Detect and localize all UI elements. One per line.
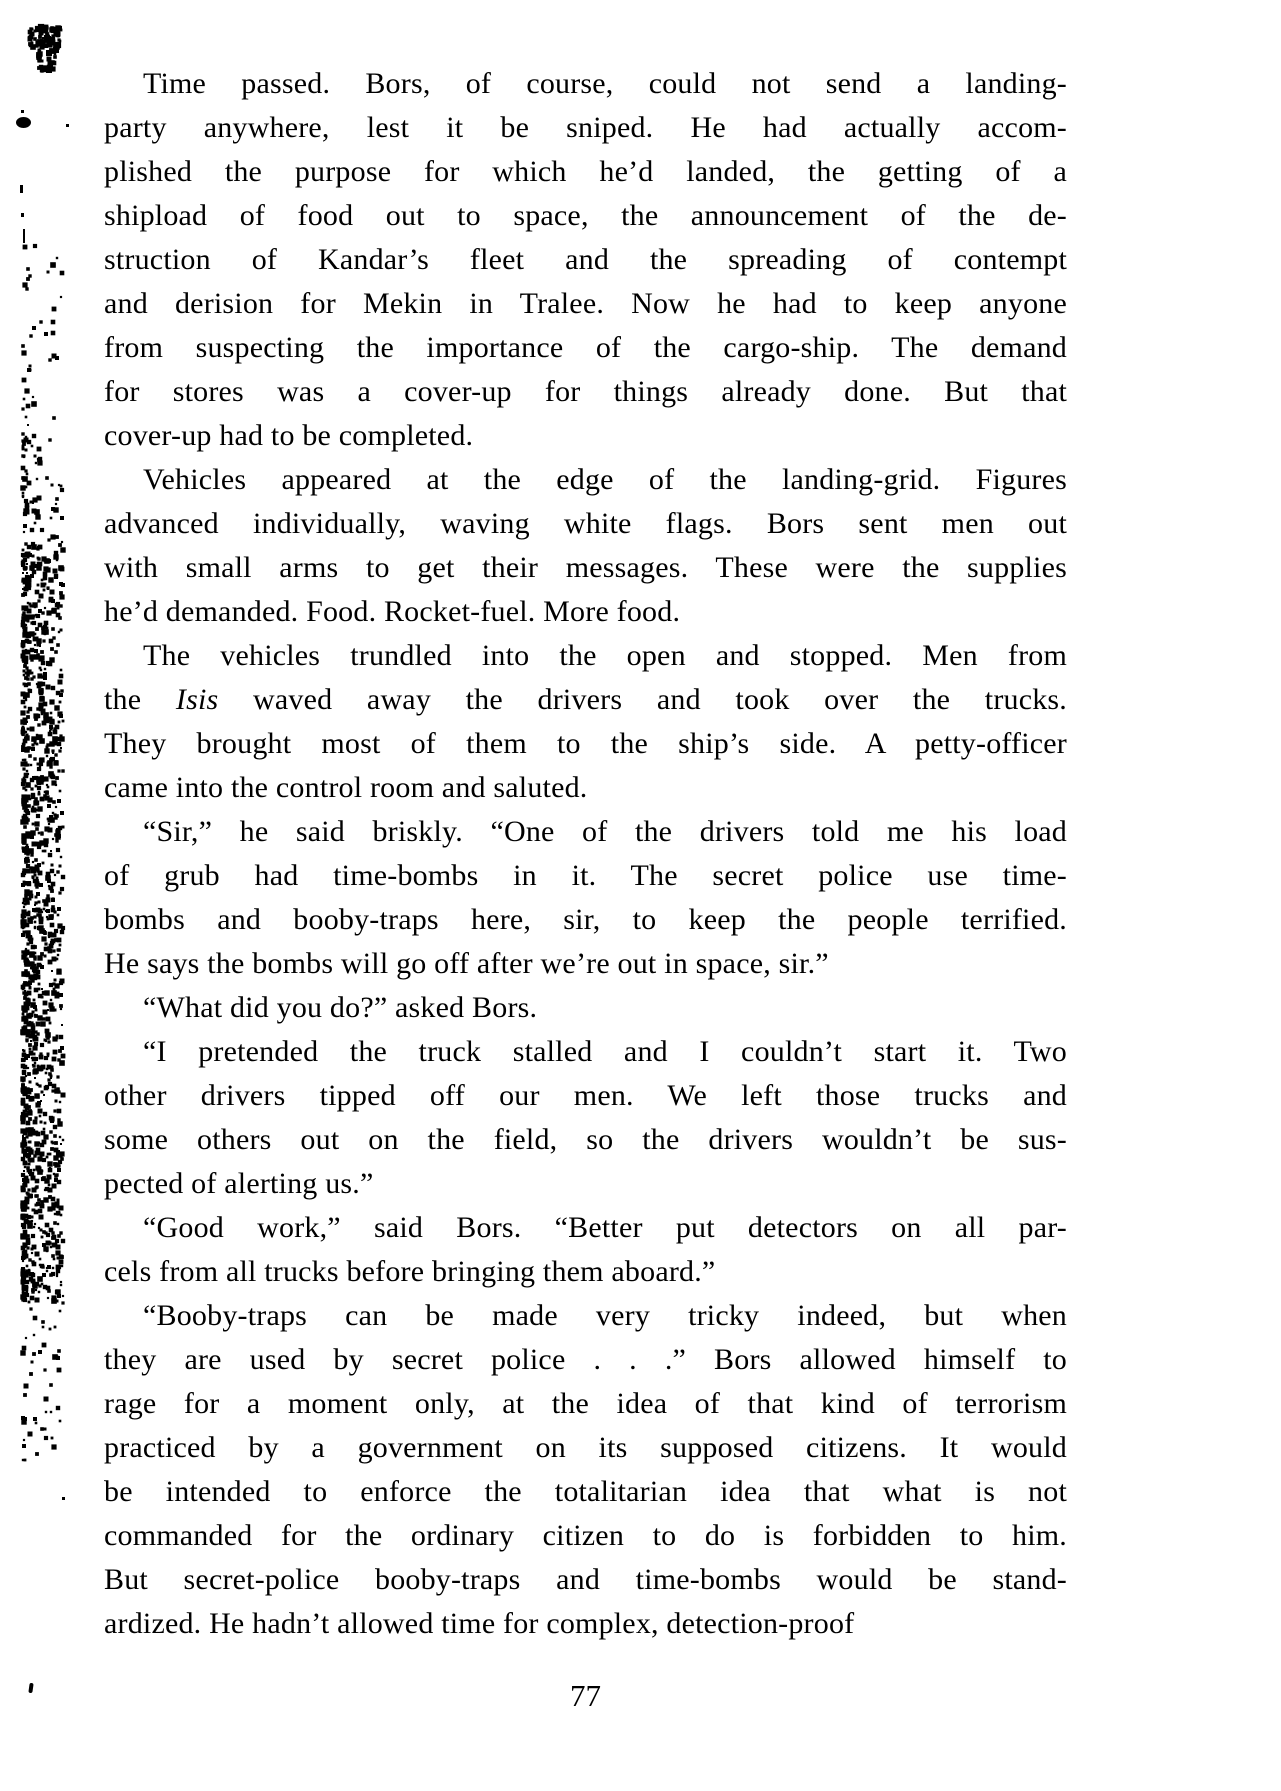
text-line	[104, 634, 1067, 678]
text-line	[104, 590, 1067, 634]
paragraph	[104, 1294, 1067, 1646]
text-line	[104, 942, 1067, 986]
text-segment: commanded for the ordinary citizen to do is forbidden to him.	[104, 1519, 1067, 1552]
text-segment: Vehicles appeared at the edge of the landing-grid. Figures	[143, 463, 1067, 496]
text-line	[104, 1382, 1067, 1426]
text-segment: cover-up had to be completed.	[104, 419, 474, 452]
text-segment: for stores was a cover-up for things already done. But that	[104, 375, 1067, 408]
text-segment: advanced individually, waving white flags. Bors sent men out	[104, 507, 1067, 540]
text-line	[104, 1514, 1067, 1558]
text-line	[104, 502, 1067, 546]
text-block	[104, 62, 1067, 1646]
paragraph	[104, 634, 1067, 810]
text-segment: “I pretended the truck stalled and I couldn’t start it. Two	[143, 1035, 1067, 1068]
text-segment: ardized. He hadn’t allowed time for complex, detection-proof	[104, 1607, 855, 1640]
text-line	[104, 722, 1067, 766]
text-line	[104, 106, 1067, 150]
text-segment: “Sir,” he said briskly. “One of the drivers told me his load	[143, 815, 1067, 848]
text-segment: he’d demanded. Food. Rocket-fuel. More food.	[104, 595, 681, 628]
text-line	[104, 1162, 1067, 1206]
text-line	[104, 766, 1067, 810]
text-line	[104, 1206, 1067, 1250]
text-segment: the	[104, 683, 176, 716]
text-segment: struction of Kandar’s fleet and the spreading of contempt	[104, 243, 1067, 276]
text-segment: party anywhere, lest it be sniped. He had actually accom-	[104, 111, 1067, 144]
text-segment: came into the control room and saluted.	[104, 771, 588, 804]
scan-artifact-dot	[62, 1497, 65, 1500]
text-segment: rage for a moment only, at the idea of that kind of terrorism	[104, 1387, 1067, 1420]
text-line	[104, 1118, 1067, 1162]
scan-artifact-line	[23, 229, 25, 243]
scan-artifact-blob	[16, 117, 31, 128]
text-line	[104, 1338, 1067, 1382]
scan-artifact-dot	[66, 124, 69, 127]
text-line	[104, 898, 1067, 942]
text-line	[104, 1250, 1067, 1294]
text-line	[104, 678, 1067, 722]
paragraph	[104, 1206, 1067, 1294]
text-line	[104, 986, 1067, 1030]
scan-artifact-dot	[28, 1683, 33, 1693]
text-line	[104, 1470, 1067, 1514]
paragraph	[104, 986, 1067, 1030]
scan-artifact-dot	[21, 213, 24, 217]
text-segment: of grub had time-bombs in it. The secret police use time-	[104, 859, 1067, 892]
text-segment: from suspecting the importance of the cargo-ship. The demand	[104, 331, 1067, 364]
text-segment: with small arms to get their messages. These were the supplies	[104, 551, 1067, 584]
text-line	[104, 414, 1067, 458]
text-segment: bombs and booby-traps here, sir, to keep the people terrified.	[104, 903, 1067, 936]
text-line	[104, 62, 1067, 106]
italic-text: Isis	[175, 683, 219, 716]
text-line	[104, 1294, 1067, 1338]
text-segment: plished the purpose for which he’d landed, the getting of a	[104, 155, 1067, 188]
text-segment: other drivers tipped off our men. We left those trucks and	[104, 1079, 1067, 1112]
text-line	[104, 810, 1067, 854]
text-line	[104, 194, 1067, 238]
text-segment: “Good work,” said Bors. “Better put detectors on all par-	[143, 1211, 1067, 1244]
scan-artifact-edge-noise	[0, 0, 2, 2]
text-line	[104, 458, 1067, 502]
text-line	[104, 1074, 1067, 1118]
text-line	[104, 238, 1067, 282]
text-segment: waved away the drivers and took over the trucks.	[218, 683, 1067, 716]
text-segment: cels from all trucks before bringing them aboard.”	[104, 1255, 716, 1288]
paragraph	[104, 1030, 1067, 1206]
scan-artifact-dot	[21, 110, 24, 113]
page-number: 77	[570, 1678, 601, 1713]
text-segment: They brought most of them to the ship’s side. A petty-officer	[104, 727, 1067, 760]
paragraph	[104, 458, 1067, 634]
text-segment: “What did you do?” asked Bors.	[143, 991, 538, 1024]
text-segment: be intended to enforce the totalitarian idea that what is not	[104, 1475, 1067, 1508]
text-segment: Time passed. Bors, of course, could not send a landing-	[143, 67, 1067, 100]
text-segment: and derision for Mekin in Tralee. Now he had to keep anyone	[104, 287, 1067, 320]
text-segment: practiced by a government on its supposed citizens. It would	[104, 1431, 1067, 1464]
text-segment: some others out on the field, so the drivers wouldn’t be sus-	[104, 1123, 1067, 1156]
text-segment: shipload of food out to space, the announcement of the de-	[104, 199, 1067, 232]
text-segment: But secret-police booby-traps and time-bombs would be stand-	[104, 1563, 1067, 1596]
text-line	[104, 282, 1067, 326]
text-line	[104, 150, 1067, 194]
text-segment: The vehicles trundled into the open and stopped. Men from	[143, 639, 1067, 672]
text-line	[104, 326, 1067, 370]
text-line	[104, 1030, 1067, 1074]
paragraph	[104, 62, 1067, 458]
text-segment: “Booby-traps can be made very tricky indeed, but when	[143, 1299, 1067, 1332]
text-line	[104, 1558, 1067, 1602]
paragraph	[104, 810, 1067, 986]
text-line	[104, 1426, 1067, 1470]
text-line	[104, 1602, 1067, 1646]
scan-artifact-dot	[20, 185, 23, 193]
text-segment: they are used by secret police . . .” Bors allowed himself to	[104, 1343, 1067, 1376]
text-segment: He says the bombs will go off after we’re out in space, sir.”	[104, 947, 829, 980]
text-line	[104, 370, 1067, 414]
text-line	[104, 854, 1067, 898]
text-line	[104, 546, 1067, 590]
text-segment: pected of alerting us.”	[104, 1167, 374, 1200]
